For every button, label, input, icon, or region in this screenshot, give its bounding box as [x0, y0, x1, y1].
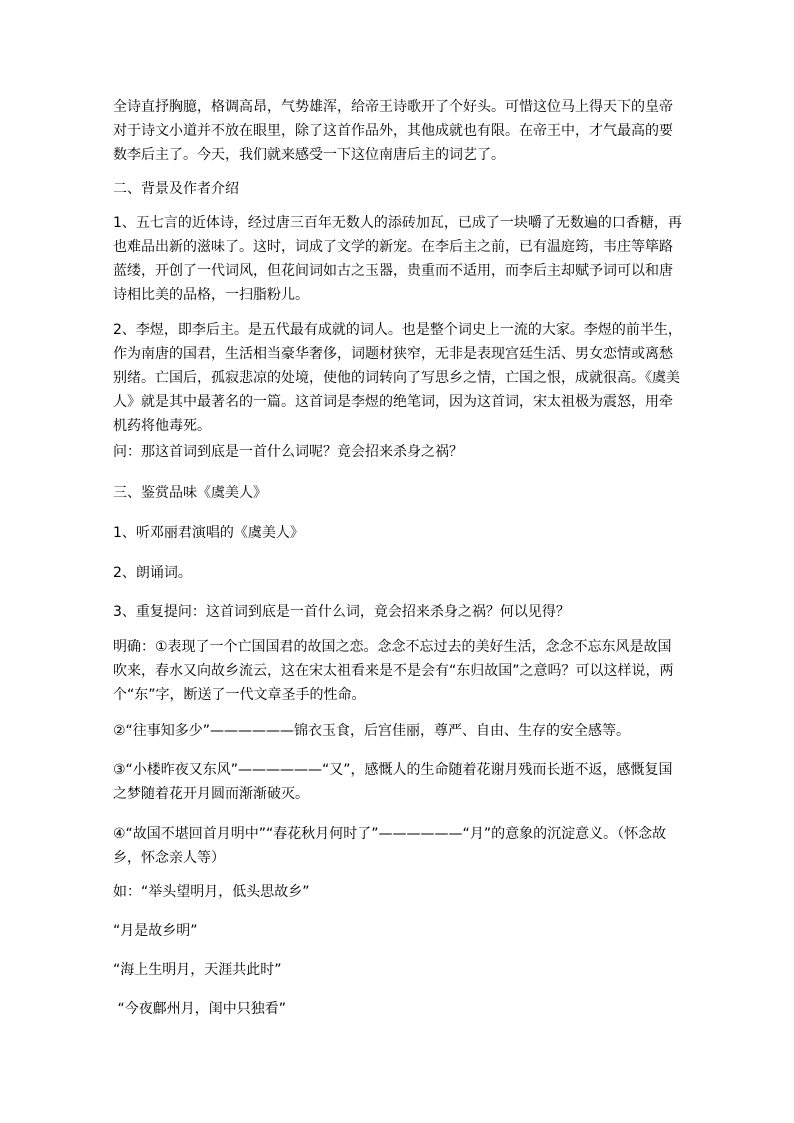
paragraph-item-4: ④“故国不堪回首月明中”“春花秋月何时了”——————“月”的意象的沉淀意义。（怀念故乡，怀念亲人等）	[113, 826, 667, 866]
paragraph-point-2: 2、李煜，即李后主。是五代最有成就的词人。也是整个词史上一流的大家。李煜的前半生，作为南唐的国君，生活相当豪华奢侈，词题材狭窄，无非是表现宫廷生活、男女恋情或离愁别绪。亡国后，孤寂悲凉的处境，使他的词转向了写思乡之情，亡国之恨，成就很高。《虞美人》就是其中最著名的一篇。这首词是李煜的绝笔词，因为这首词，宋太祖极为震怒，用牵机药将他毒死。	[113, 322, 682, 434]
heading-background: 二、背景及作者介绍	[113, 181, 239, 197]
paragraph-point-1: 1、五七言的近体诗，经过唐三百年无数人的添砖加瓦，已成了一块嚼了无数遍的口香糖，再也难品出新的滋味了。这时，词成了文学的新宠。在李后主之前，已有温庭筠，韦庄等筚路蓝缕，开创了一代词风，但花间词如古之玉器，贵重而不适用，而李后主却赋予词可以和唐诗相比美的品格，一扫脂粉儿。	[113, 215, 682, 303]
quote-line-2: “月是故乡明”	[113, 923, 198, 939]
paragraph-step-1: 1、听邓丽君演唱的《虞美人》	[113, 525, 304, 541]
paragraph-clarify: 明确：①表现了一个亡国国君的故国之恋。念念不忘过去的美好生活，念念不忘东风是故国吹来，春水又向故乡流云，这在宋太祖看来是不是会有“东归故国”之意吗？可以这样说，两个“东”字，断送了一代文章圣手的性命。	[113, 639, 674, 703]
paragraph-step-2: 2、朗诵词。	[113, 565, 192, 581]
paragraph-step-3: 3、重复提问：这首词到底是一首什么词，竟会招来杀身之祸？何以见得？	[113, 604, 570, 620]
quote-line-1: 如：“举头望明月，低头思故乡”	[113, 884, 310, 900]
heading-appreciation: 三、鉴赏品味《虞美人》	[113, 485, 267, 501]
paragraph-item-2: ②“往事知多少”——————锦衣玉食，后宫佳丽，尊严、自由、生存的安全感等。	[113, 723, 631, 739]
paragraph-question: 问：那这首词到底是一首什么词呢？竟会招来杀身之祸？	[113, 444, 463, 460]
quote-line-4: “今夜鄜州月，闺中只独看”	[113, 1001, 286, 1017]
paragraph-item-3: ③“小楼昨夜又东风”——————“又”，感慨人的生命随着花谢月残而长逝不返，感慨复国之梦随着花开月圆而渐渐破灭。	[113, 762, 673, 802]
quote-line-3: “海上生明月，天涯共此时”	[113, 962, 282, 978]
paragraph-intro: 全诗直抒胸臆，格调高昂，气势雄浑，给帝王诗歌开了个好头。可惜这位马上得天下的皇帝对于诗文小道并不放在眼里，除了这首作品外，其他成就也有限。在帝王中，才气最高的要数李后主了。今天，我们就来感受一下这位南唐后主的词艺了。	[113, 99, 673, 163]
